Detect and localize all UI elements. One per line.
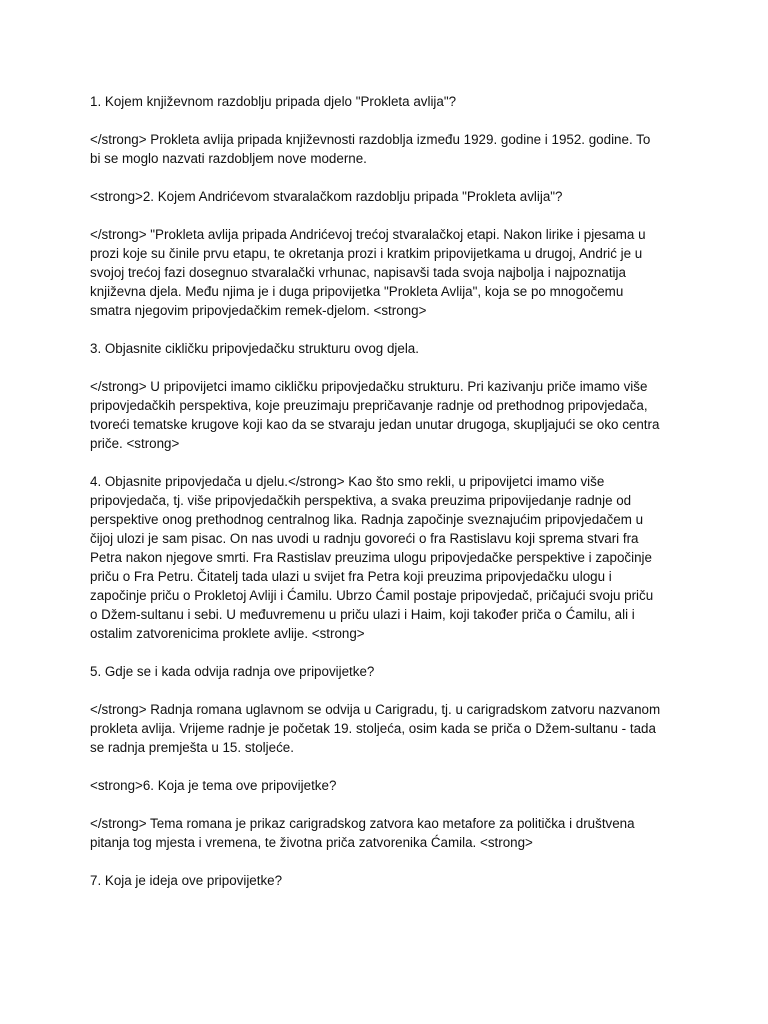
question-answer-4: 4. Objasnite pripovjedača u djelu.</strong> Kao što smo rekli, u pripovijetci imamo više pripovjedača, tj. više pripovjedačkih perspektiva, a svaka preuzima pripovijedanje radnje od perspektive onog prethodnog centralnog lika. Radnja započinje sveznajućim pripovjedačem u čijoj ulozi je sam pisac. On nas uvodi u radnju govoreći o fra Rastislavu koji sprema stvari fra Petra nakon njegove smrti. Fra Rastislav preuzima ulogu pripovjedačke perspektive i započinje priču o Fra Petru. Čitatelj tada ulazi u svijet fra Petra koji preuzima pripovjedačku ulogu i započinje priču o Prokletoj Avliji i Ćamilu. Ubrzo Ćamil postaje pripovjedač, pričajući svoju priču o Džem-sultanu i sebi. U međuvremenu u priču ulazi i Haim, koji također priča o Ćamilu, ali i ostalim zatvorenicima proklete avlije. <strong> bbox=[90, 474, 654, 641]
answer-1: </strong> Prokleta avlija pripada književnosti razdoblja između 1929. godine i 1952. godine. To bi se moglo nazvati razdobljem nove moderne. bbox=[90, 132, 651, 166]
question-6: <strong>6. Koja je tema ove pripovijetke? bbox=[90, 778, 337, 793]
answer-5: </strong> Radnja romana uglavnom se odvija u Carigradu, tj. u carigradskom zatvoru nazvanom prokleta avlija. Vrijeme radnje je početak 19. stoljeća, osim kada se priča o Džem-sultanu - tada se radnja premješta u 15. stoljeće. bbox=[90, 702, 661, 755]
answer-6: </strong> Tema romana je prikaz carigradskog zatvora kao metafore za politička i društvena pitanja tog mjesta i vremena, te životna priča zatvorenika Ćamila. <strong> bbox=[90, 816, 635, 850]
question-3: 3. Objasnite cikličku pripovjedačku strukturu ovog djela. bbox=[90, 341, 419, 356]
question-1: 1. Kojem književnom razdoblju pripada djelo "Prokleta avlija"? bbox=[90, 94, 457, 109]
answer-2: </strong> "Prokleta avlija pripada Andrićevoj trećoj stvaralačkoj etapi. Nakon lirike i pjesama u prozi koje su činile prvu etapu, te okretanja prozi i kratkim pripovijetkama u drugoj, Andrić je u svojoj trećoj fazi dosegnuo stvaralački vrhunac, napisavši tada svoja najbolja i najpoznatija književna djela. Među njima je i duga pripovijetka "Prokleta Avlija", koja se po mnogočemu smatra njegovim pripovjedačkim remek-djelom. <strong> bbox=[90, 227, 646, 318]
question-7: 7. Koja je ideja ove pripovijetke? bbox=[90, 873, 283, 888]
question-5: 5. Gdje se i kada odvija radnja ove pripovijetke? bbox=[90, 664, 375, 679]
question-2: <strong>2. Kojem Andrićevom stvaralačkom razdoblju pripada "Prokleta avlija"? bbox=[90, 189, 563, 204]
answer-3: </strong> U pripovijetci imamo cikličku pripovjedačku strukturu. Pri kazivanju priče imamo više pripovjedačkih perspektiva, koje preuzimaju prepričavanje radnje od prethodnog pripovjedača, tvoreći tematske krugove koji kao da se stvaraju jedan unutar drugoga, skupljajući se oko centra priče. <strong> bbox=[90, 379, 660, 451]
document-page bbox=[90, 92, 680, 909]
